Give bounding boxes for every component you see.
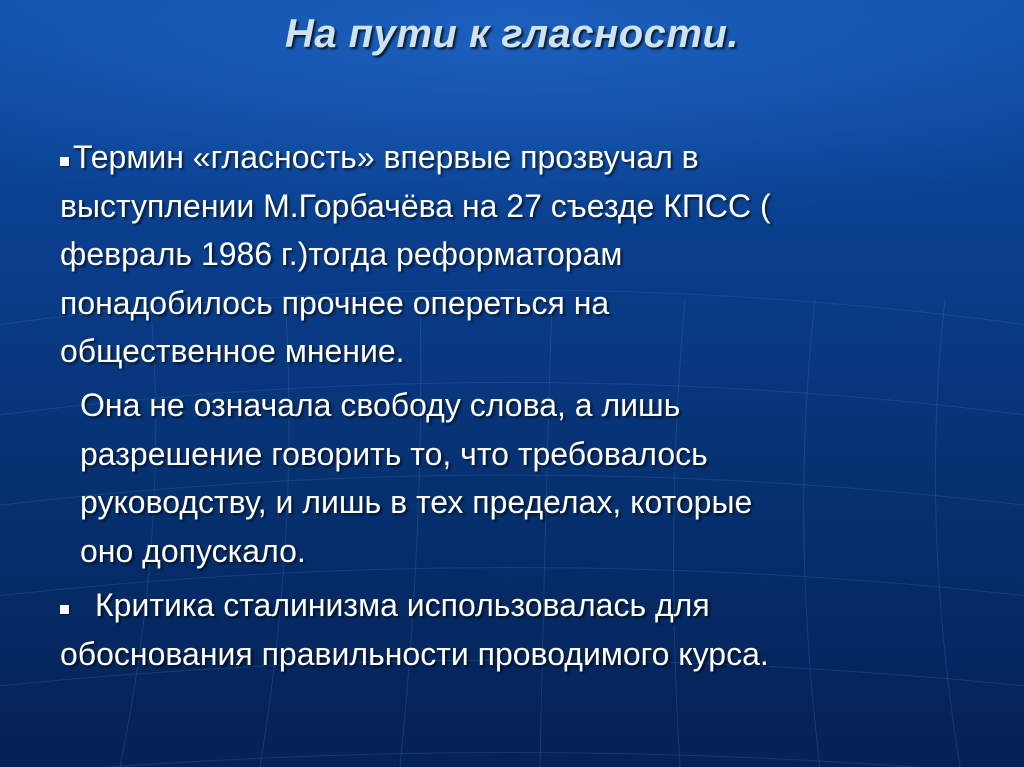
paragraph-line: выступлении М.Горбачёва на 27 съезде КПСС ( [60,187,771,224]
paragraph-line: понадобилось прочнее опереться на [60,284,610,321]
paragraph-line: февраль 1986 г.)тогда реформаторам [60,236,623,272]
square-bullet-icon [60,157,69,166]
paragraph-line: общественное мнение. [60,333,405,369]
square-bullet-icon [60,605,69,614]
paragraph-line: Она не означала свободу слова, а лишь [80,387,681,423]
bullet-paragraph-3 [60,581,980,678]
paragraph-line: Критика сталинизма использовалась для [60,581,980,630]
paragraph-line: оно допускало. [80,532,306,569]
slide-title: На пути к гласности. [284,12,740,56]
paragraph-2 [80,381,980,575]
paragraph-line: руководству, и лишь в тех пределах, которые [80,484,753,520]
bullet-paragraph-1 [60,133,980,376]
paragraph-line: разрешение говорить то, что требовалось [80,435,708,472]
paragraph-line: обоснования правильности проводимого курса. [60,635,769,672]
paragraph-line: Термин «гласность» впервые прозвучал в [60,133,980,182]
